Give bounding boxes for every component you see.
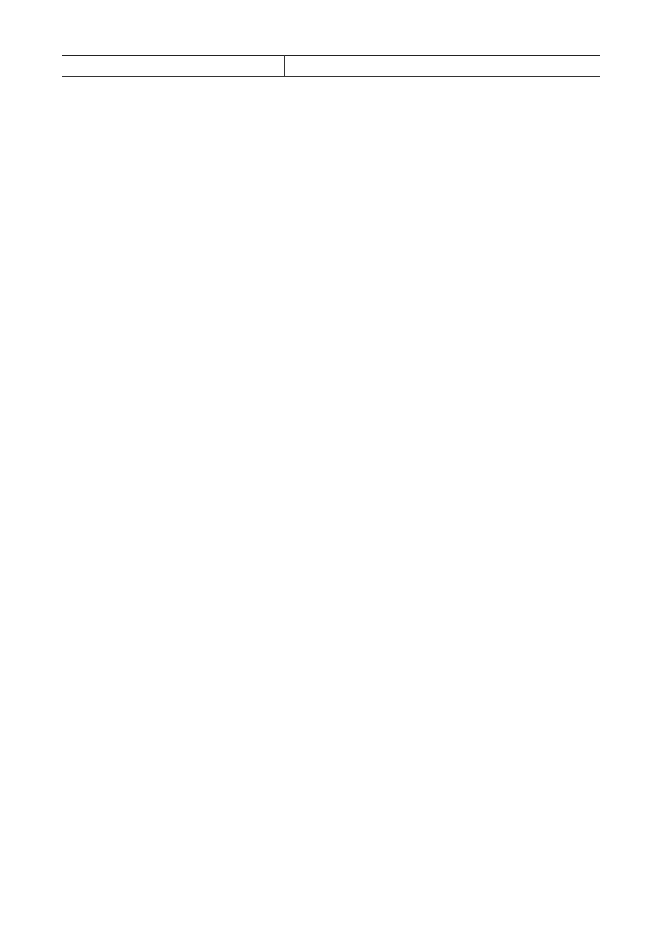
document-page xyxy=(62,38,600,96)
checks-table xyxy=(62,55,600,77)
numbers-column-header xyxy=(285,56,601,77)
type-column-header xyxy=(62,56,285,77)
